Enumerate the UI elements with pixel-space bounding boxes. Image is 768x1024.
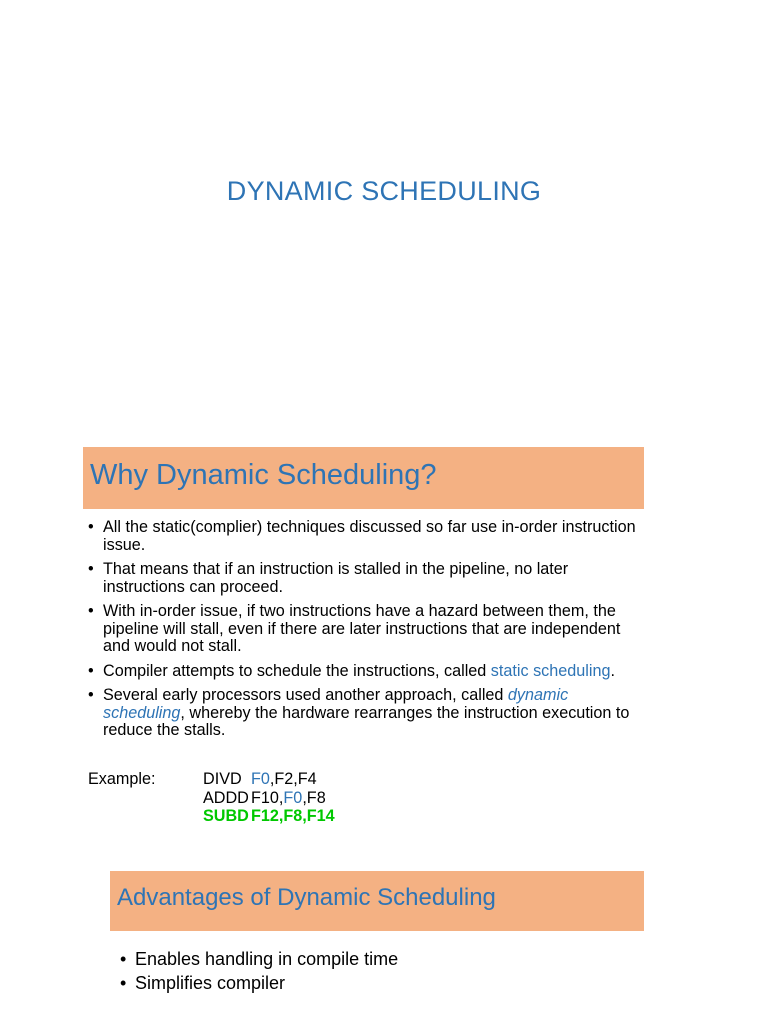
slide1-heading: Why Dynamic Scheduling? — [90, 459, 437, 491]
bullet-text: All the static(complier) techniques discussed so far use in-order instruction issue. — [103, 518, 636, 554]
slide2-bullet-list — [120, 949, 640, 997]
highlighted-term: dynamic scheduling — [103, 686, 569, 722]
bullet-text: That means that if an instruction is stalled in the pipeline, no later instructions can proceed. — [103, 560, 569, 596]
bullet-item — [88, 663, 648, 681]
bullet-dot: • — [120, 973, 127, 993]
instruction-divd — [203, 770, 317, 789]
slide1-bullet-list — [88, 519, 648, 747]
bullet-dot: • — [88, 560, 94, 578]
bullet-text: With in-order issue, if two instructions have a hazard between them, the pipeline will stall, even if there are later instructions that are independent and would not stall. — [103, 602, 621, 655]
bullet-item — [120, 973, 640, 994]
bullet-item — [88, 561, 648, 596]
instruction-args: ,F2,F4 — [269, 770, 317, 788]
instruction-args: ,F8 — [302, 788, 326, 807]
bullet-text: . — [610, 661, 615, 680]
bullet-text: Compiler attempts to schedule the instructions, called — [103, 661, 491, 680]
instruction-src: F0 — [283, 788, 303, 807]
bullet-dot: • — [88, 602, 94, 620]
bullet-text: , whereby the hardware rearranges the instruction execution to reduce the stalls. — [103, 703, 630, 739]
instruction-subd — [203, 807, 335, 826]
instruction-args: F12,F8,F14 — [251, 807, 335, 825]
bullet-dot: • — [88, 686, 94, 704]
bullet-item — [120, 949, 640, 970]
bullet-dot: • — [88, 518, 94, 536]
bullet-dot: • — [120, 949, 127, 969]
bullet-text: Simplifies compiler — [135, 973, 286, 993]
bullet-item — [88, 603, 648, 656]
instruction-op: DIVD — [203, 770, 242, 788]
bullet-text: Several early processors used another approach, called — [103, 686, 508, 704]
instruction-args: F10, — [251, 788, 284, 807]
slide2-header-bar — [110, 871, 644, 931]
example-label: Example: — [88, 770, 156, 788]
page-title: DYNAMIC SCHEDULING — [226, 176, 542, 206]
instruction-op: ADDD — [203, 788, 249, 807]
instruction-addd — [203, 789, 326, 808]
highlighted-term: static scheduling — [490, 661, 611, 680]
slide2-heading: Advantages of Dynamic Scheduling — [117, 884, 496, 911]
slide1-header-bar — [83, 447, 644, 509]
instruction-op: SUBD — [203, 807, 249, 825]
bullet-dot: • — [88, 661, 94, 680]
bullet-item — [88, 687, 648, 740]
bullet-item — [88, 519, 648, 554]
bullet-text: Enables handling in compile time — [135, 949, 399, 969]
instruction-dest: F0 — [251, 770, 270, 788]
